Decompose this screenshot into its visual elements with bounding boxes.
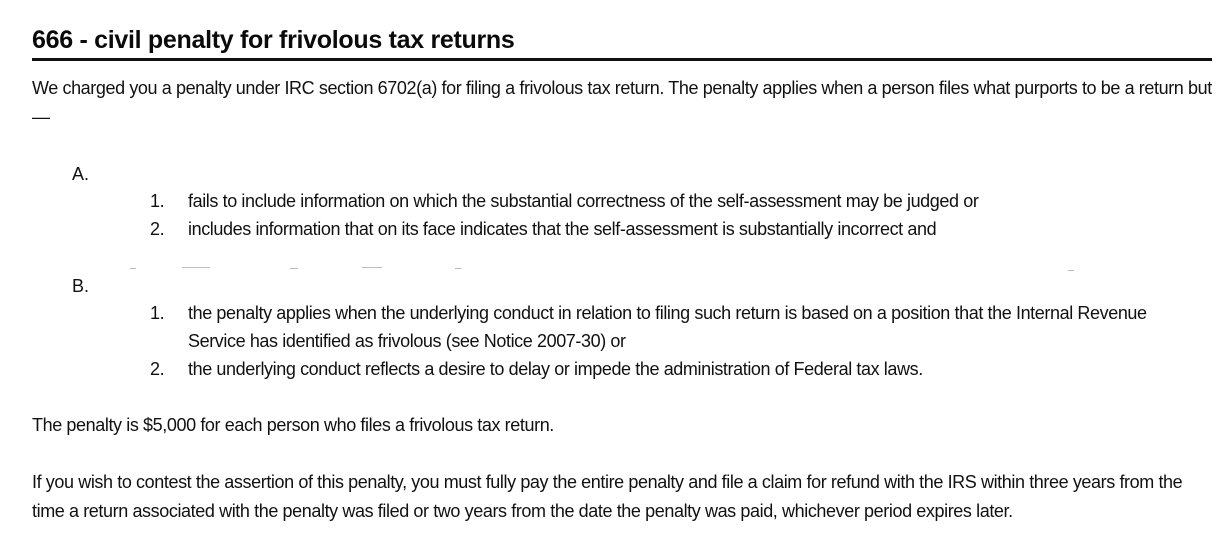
list-item	[150, 215, 1150, 243]
scan-artifact	[455, 268, 461, 269]
list-item	[150, 355, 1150, 383]
list-item-number: 1.	[150, 303, 165, 323]
list-item-number: 2.	[150, 219, 165, 239]
scan-artifact	[130, 268, 136, 269]
list-item-text: fails to include information on which the substantial correctness of the self-assessment may be judged or	[188, 191, 979, 211]
list-item	[150, 187, 1150, 215]
penalty-amount-paragraph: The penalty is $5,000 for each person who files a frivolous tax return.	[32, 415, 554, 435]
intro-paragraph: We charged you a penalty under IRC section 6702(a) for filing a frivolous tax return. The penalty applies when a person files what purports to be a return but—	[32, 78, 1212, 127]
scan-artifact	[1068, 270, 1074, 271]
scan-artifact	[182, 267, 210, 268]
list-item	[150, 299, 1150, 355]
list-item-text: includes information that on its face indicates that the self-assessment is substantially incorrect and	[188, 219, 937, 239]
title-divider	[32, 58, 1212, 61]
contest-paragraph: If you wish to contest the assertion of this penalty, you must fully pay the entire penalty and file a claim for refund with the IRS within three years from the time a return associated with the penalty was filed or two years from the date the penalty was paid, whichever period expires later.	[32, 472, 1183, 521]
scan-artifact	[290, 268, 298, 269]
page-title: 666 - civil penalty for frivolous tax returns	[32, 26, 515, 54]
section-a-label: A.	[72, 164, 90, 184]
section-b-label: B.	[72, 276, 90, 296]
list-item-number: 2.	[150, 359, 165, 379]
list-item-number: 1.	[150, 191, 165, 211]
list-item-text: the penalty applies when the underlying conduct in relation to filing such return is based on a position that the Internal Revenue Service has identified as frivolous (see Notice 2007-30) or	[188, 303, 1147, 351]
list-item-text: the underlying conduct reflects a desire to delay or impede the administration of Federal tax laws.	[188, 359, 923, 379]
scan-artifact	[362, 267, 382, 268]
